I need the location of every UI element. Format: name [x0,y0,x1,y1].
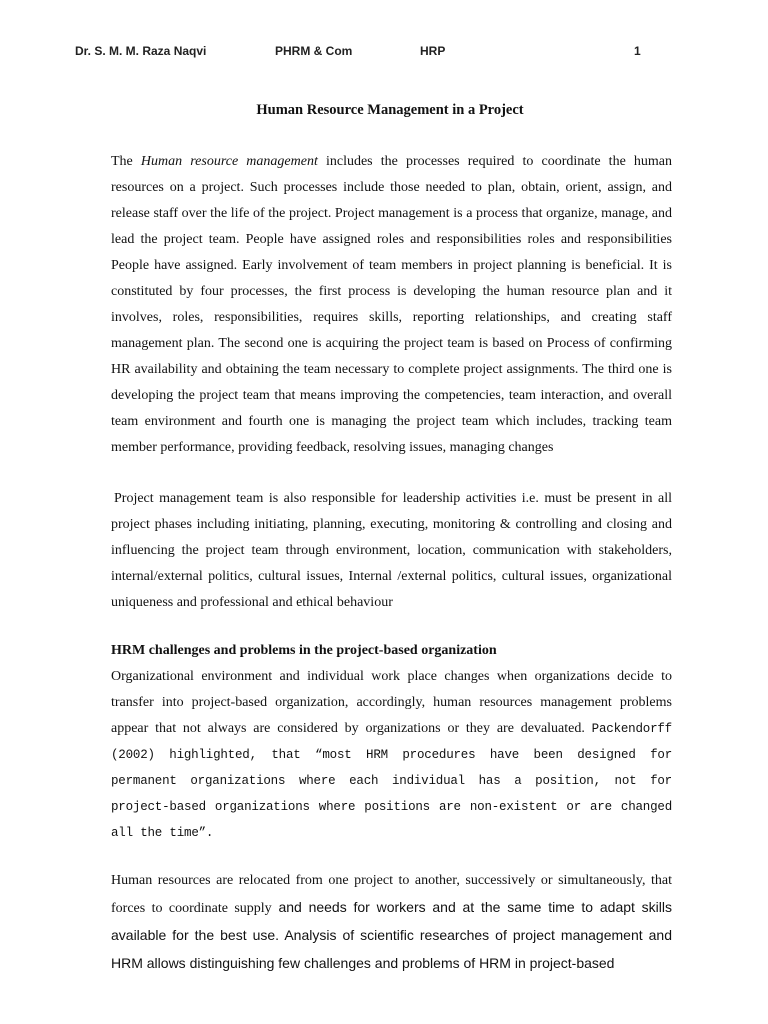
header-page-number: 1 [634,44,641,58]
section-heading: HRM challenges and problems in the project-based organization [111,643,497,658]
header-course: PHRM & Com [275,44,353,58]
paragraph-intro-lead: The [111,154,141,169]
header-author: Dr. S. M. M. Raza Naqvi [75,44,207,58]
paragraph-relocation-sans: and needs for workers and at the same time to adapt skills available for the best use. Analysis of scientific researches of project management and HRM allows distinguishing few challenges and problems of HRM in project-based [111,899,673,971]
paragraph-relocation [111,868,672,978]
paragraph-leadership: Project management team is also responsible for leadership activities i.e. must be present in all project phases including initiating, planning, executing, monitoring & controlling and closing and influencing the project team through environment, location, communication with stakeholders, internal/external politics, cultural issues, Internal /external politics, cultural issues, organizational uniqueness and professional and ethical behaviour [111,491,672,610]
document-body [111,149,672,978]
document-title: Human Resource Management in a Project [256,102,524,118]
header-subject: HRP [420,44,446,58]
packendorff-quote: Packendorff (2002) highlighted, that “most HRM procedures have been designed for permanent organizations where each individual has a position, not for project-based organizations where positions are non-existent or are changed all the time”. [111,722,672,840]
paragraph-challenges [111,664,672,846]
paragraph-relocation-serif: Human resources are relocated from one project to another, successively or simultaneously, that forces to coordinate supply [111,873,672,916]
italic-term: Human resource management [140,154,318,169]
paragraph-challenges-text: Organizational environment and individual work place changes when organizations decide to transfer into project-based organization, accordingly, human resources management problems appear that not always are considered by organizations or they are devaluated. [111,669,672,736]
paragraph-intro-rest: includes the processes required to coordinate the human resources on a project. Such processes include those needed to plan, obtain, orient, assign, and release staff over the life of the project. Project management is a process that organize, manage, and lead the project team. People have assigned roles and responsibilities roles and responsibilities People have assigned. Early involvement of team members in project planning is beneficial. It is constituted by four processes, the first process is developing the human resource plan and it involves, roles, responsibilities, requires skills, reporting relationships, and creating staff management plan. The second one is acquiring the project team is based on Process of confirming HR availability and obtaining the team necessary to complete project assignments. The third one is developing the project team that means improving the competencies, team interaction, and overall team environment and fourth one is managing the project team which includes, tracking team member performance, providing feedback, resolving issues, managing changes [111,154,673,455]
paragraph-intro [111,149,672,461]
page-header [0,44,768,64]
